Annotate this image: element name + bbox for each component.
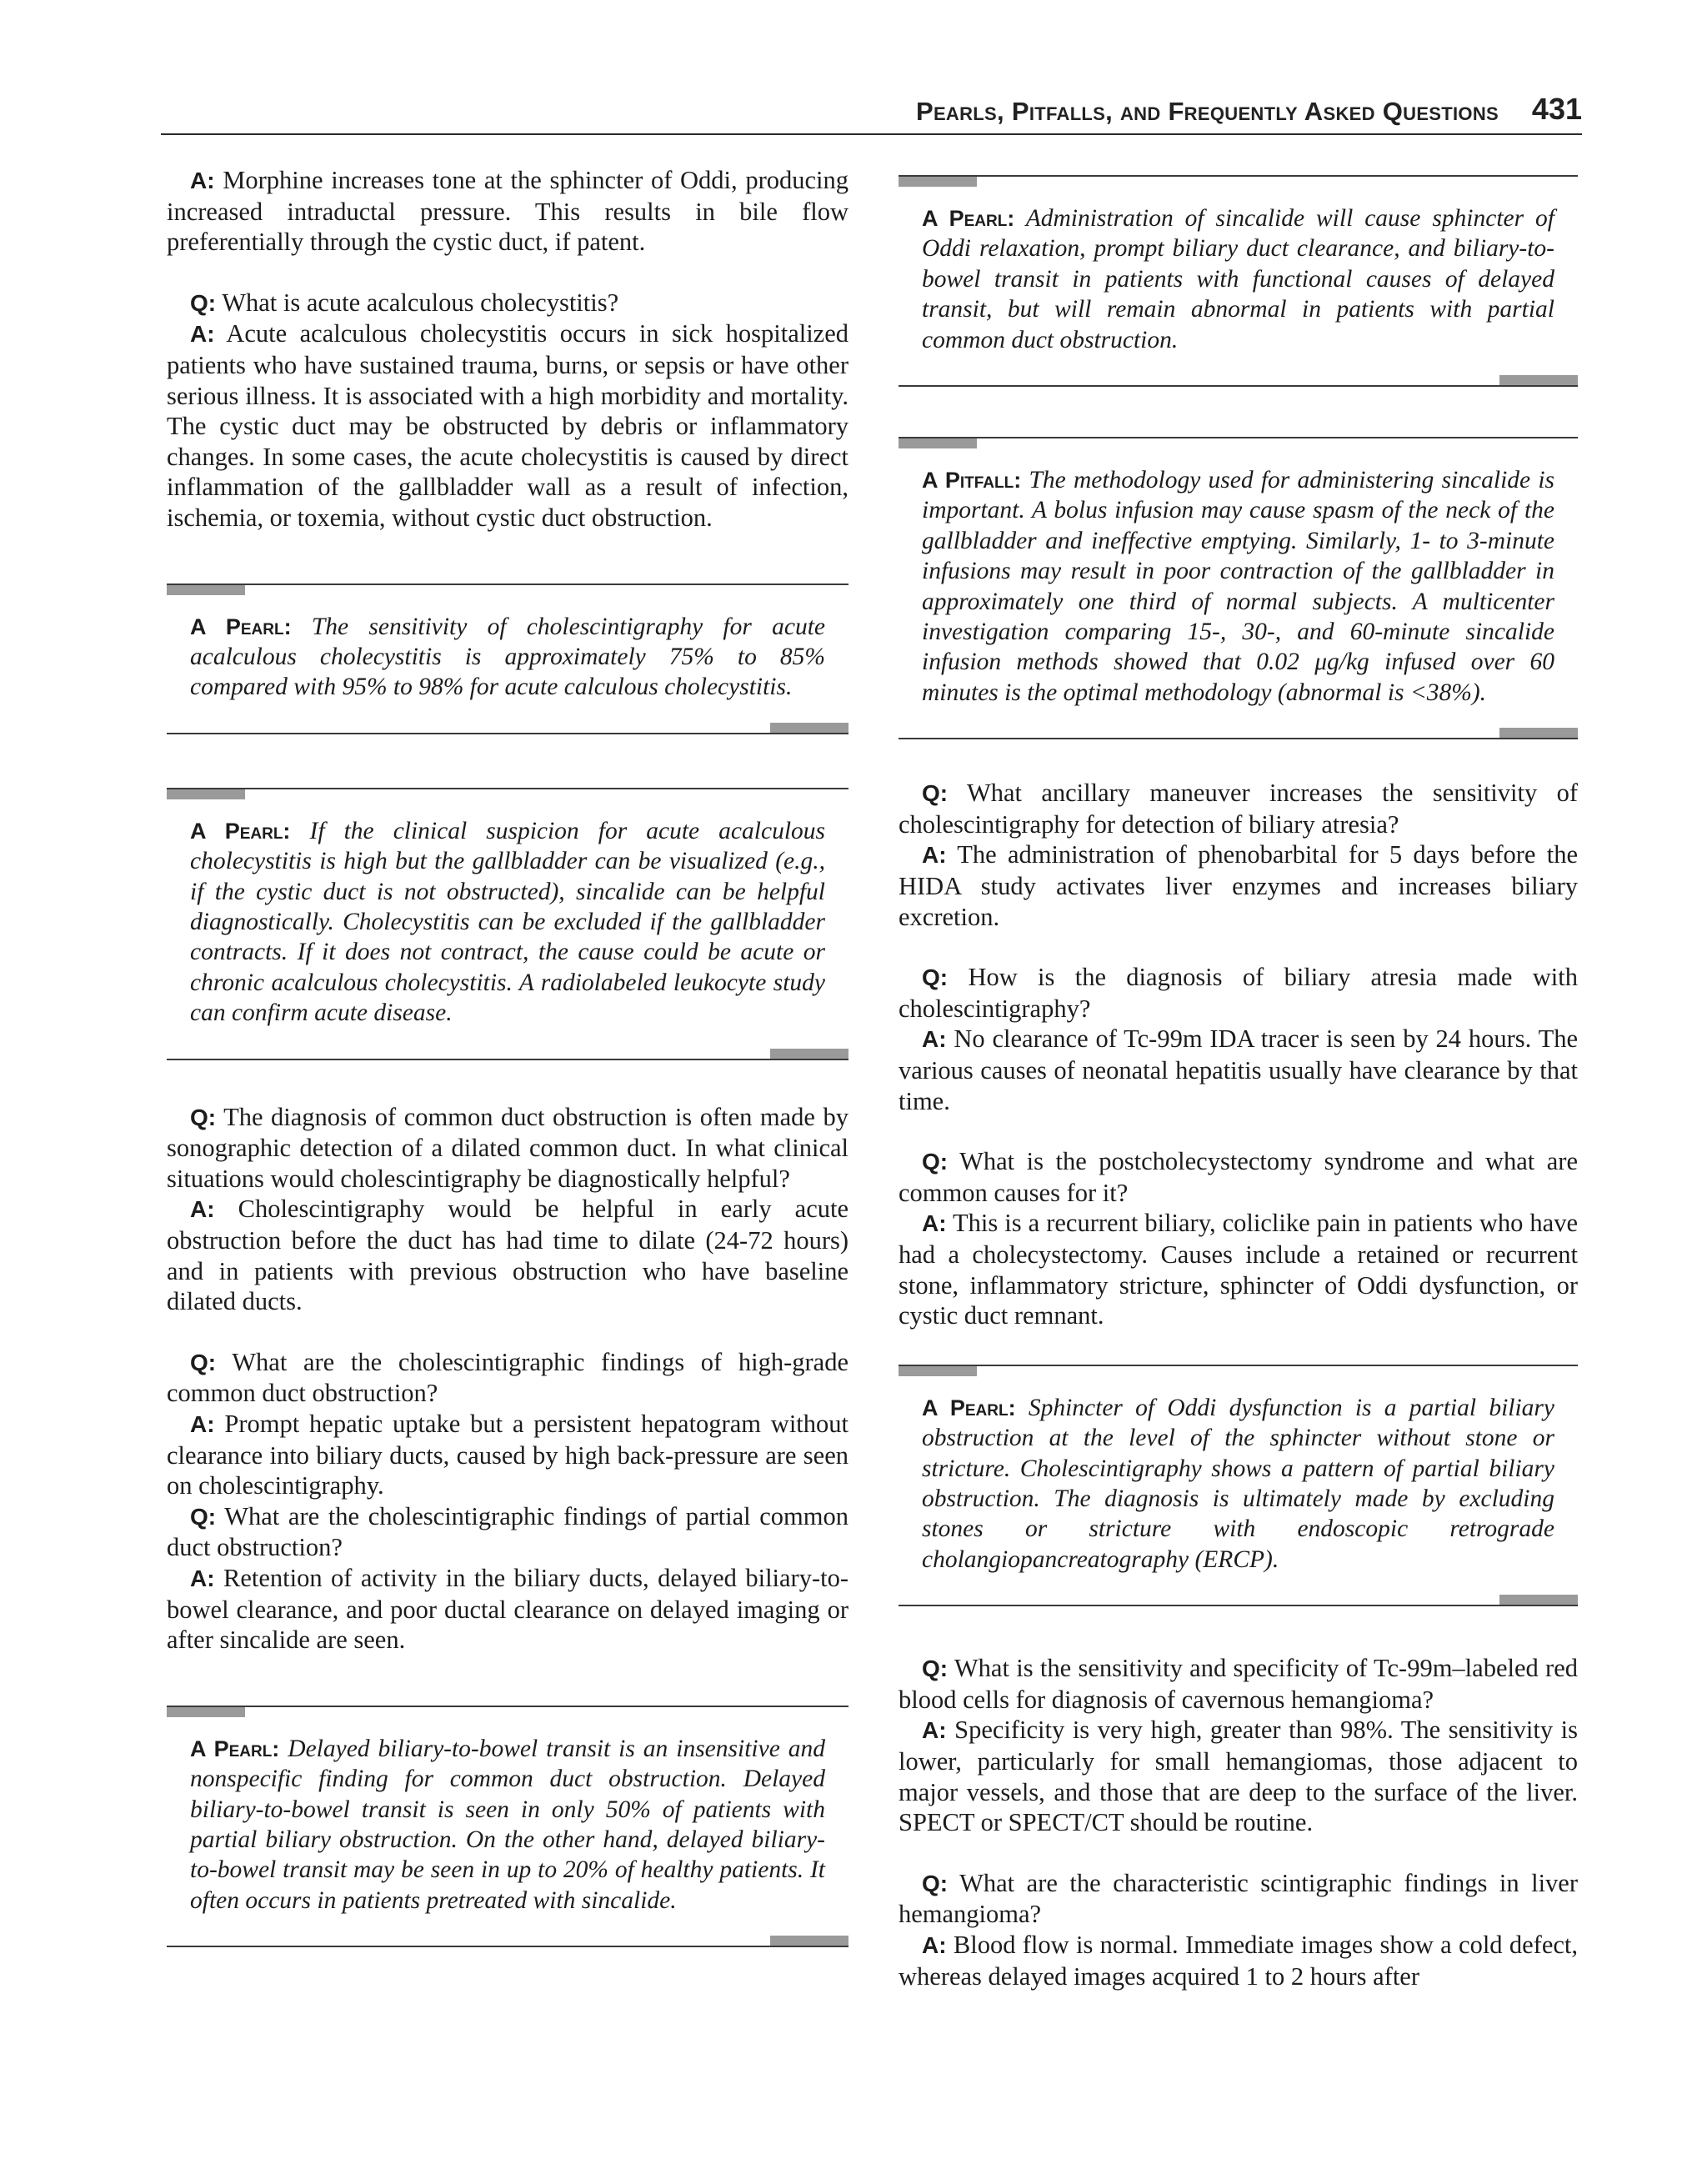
page-number: 431 xyxy=(1531,92,1582,126)
pitfall-box xyxy=(899,437,1578,739)
pearl-text: Administration of sincalide will cause sphincter of Oddi relaxation, prompt biliary duct clearance, and biliary-to-bowel transit in patients with functional causes of delayed transit, but will remain abnormal in patients with partial common duct obstruction. xyxy=(922,205,1555,353)
pitfall-text: The methodology used for administering sincalide is important. A bolus infusion may cause spasm of the neck of the gallbladder and ineffective emptying. Similarly, 1- to 3-minute infusions may result in poor contraction of the gallbladder in approximately one third of normal subjects. A multicenter investigation comparing 15-, 30-, and 60-minute sincalide infusion methods showed that 0.02 μg/kg infused over 60 minutes is the optimal methodology (abnormal is <38%). xyxy=(922,467,1555,706)
question: Q: What are the cholescintigraphic findings of partial common duct obstruction? xyxy=(167,1501,848,1562)
pearl-text: The sensitivity of cholescintigraphy for acute acalculous cholecystitis is approximately 75% to 85% compared with 95% to 98% for acute calculous cholecystitis. xyxy=(190,613,825,701)
pearl-text: If the clinical suspicion for acute acalculous cholecystitis is high but the gallbladder can be visualized (e.g., if the cystic duct is not obstructed), sincalide can be helpful diagnostically. Cholecystitis can be excluded if the gallbladder contracts. If it does not contract, the cause could be acute or chronic acalculous cholecystitis. A radiolabeled leukocyte study can confirm acute disease. xyxy=(190,817,825,1027)
question: Q: What is acute acalculous cholecystitis? xyxy=(190,288,619,317)
pearl-label: A Pearl: xyxy=(190,1736,280,1761)
answer: A: No clearance of Tc-99m IDA tracer is seen by 24 hours. The various causes of neonatal hepatitis usually have clearance by that time. xyxy=(899,1024,1579,1115)
question: Q: What ancillary maneuver increases the sensitivity of cholescintigraphy for detection of biliary atresia? xyxy=(899,779,1578,839)
qa-block xyxy=(167,1102,848,1317)
pearl-label: A Pearl: xyxy=(922,206,1015,231)
answer: A: Retention of activity in the biliary ducts, delayed biliary-to-bowel clearance, and poor ductal clearance on delayed imaging or after sincalide are seen. xyxy=(167,1563,849,1655)
pearl-text: Delayed biliary-to-bowel transit is an insensitive and nonspecific finding for common duct obstruction. Delayed biliary-to-bowel transit is seen in only 50% of patients with partial biliary obstruction. On the other hand, delayed biliary-to-bowel transit may be seen in up to 20% of healthy patients. It often occurs in patients pretreated with sincalide. xyxy=(190,1735,825,1914)
pearl-label: A Pearl: xyxy=(190,818,291,844)
question: Q: What are the characteristic scintigraphic findings in liver hemangioma? xyxy=(899,1868,1579,1929)
qa-block xyxy=(899,778,1578,932)
pearl-box xyxy=(167,788,848,1060)
answer: A: Cholescintigraphy would be helpful in early acute obstruction before the duct has had time to dilate (24-72 hours) and in patients with previous obstruction who have baseline dilated ducts. xyxy=(167,1195,849,1316)
qa-block xyxy=(167,288,848,533)
question: Q: What are the cholescintigraphic findings of high-grade common duct obstruction? xyxy=(167,1347,848,1408)
qa-block xyxy=(167,1347,848,1656)
pitfall-label: A Pitfall: xyxy=(922,468,1022,493)
question: Q: The diagnosis of common duct obstruction is often made by sonographic detection of a dilated common duct. In what clinical situations would cholescintigraphy be diagnostically helpful? xyxy=(167,1102,848,1193)
question: Q: What is the postcholecystectomy syndrome and what are common causes for it? xyxy=(899,1147,1578,1207)
question: Q: What is the sensitivity and specificity of Tc-99m–labeled red blood cells for diagnosis of cavernous hemangioma? xyxy=(899,1654,1578,1714)
qa-block xyxy=(899,962,1578,1116)
answer: A: The administration of phenobarbital for 5 days before the HIDA study activates liver enzymes and increases biliary excretion. xyxy=(899,840,1578,931)
left-column xyxy=(167,165,848,1947)
answer: A: Specificity is very high, greater than 98%. The sensitivity is lower, particularly for small hemangiomas, those adjacent to major vessels, and those that are deep to the surface of the liver. SPECT or SPECT/CT should be routine. xyxy=(899,1716,1579,1837)
qa-block xyxy=(899,1868,1578,1991)
qa-block xyxy=(167,165,848,258)
answer: A: Blood flow is normal. Immediate images show a cold defect, whereas delayed images acquired 1 to 2 hours after xyxy=(899,1930,1579,1991)
answer: A: Acute acalculous cholecystitis occurs in sick hospitalized patients who have sustained trauma, burns, or sepsis or have other serious illness. It is associated with a high morbidity and mortality. The cystic duct may be obstructed by debris or inflammatory changes. In some cases, the acute cholecystitis is caused by direct inflammation of the gallbladder wall as a result of infection, ischemia, or toxemia, without cystic duct obstruction. xyxy=(167,319,848,532)
answer: A: Morphine increases tone at the sphincter of Oddi, producing increased intraductal pressure. This results in bile flow preferentially through the cystic duct, if patent. xyxy=(167,166,849,257)
answer: A: Prompt hepatic uptake but a persistent hepatogram without clearance into biliary ducts, caused by high back-pressure are seen on cholescintigraphy. xyxy=(167,1409,848,1500)
answer: A: This is a recurrent biliary, coliclike pain in patients who have had a cholecystectomy. Causes include a retained or recurrent stone, inflammatory stricture, sphincter of Oddi dysfunction, or cystic duct remnant. xyxy=(899,1209,1578,1330)
pearl-box xyxy=(899,1365,1578,1606)
pearl-label: A Pearl: xyxy=(190,614,292,639)
running-header xyxy=(161,92,1582,135)
pearl-label: A Pearl: xyxy=(922,1395,1016,1420)
right-column xyxy=(899,165,1578,1991)
pearl-box xyxy=(167,584,848,734)
pearl-text: Sphincter of Oddi dysfunction is a partial biliary obstruction at the level of the sphincter without stone or stricture. Cholescintigraphy shows a pattern of partial biliary obstruction. The diagnosis is ultimately made by excluding stones or stricture with endoscopic retrograde cholangiopancreatography (ERCP). xyxy=(922,1394,1554,1573)
pearl-box xyxy=(899,175,1578,387)
pearl-box xyxy=(167,1706,848,1947)
running-header-title: Pearls, Pitfalls, and Frequently Asked Questions xyxy=(915,97,1499,126)
qa-block xyxy=(899,1653,1578,1838)
question: Q: How is the diagnosis of biliary atresia made with cholescintigraphy? xyxy=(899,963,1579,1023)
qa-block xyxy=(899,1146,1578,1331)
